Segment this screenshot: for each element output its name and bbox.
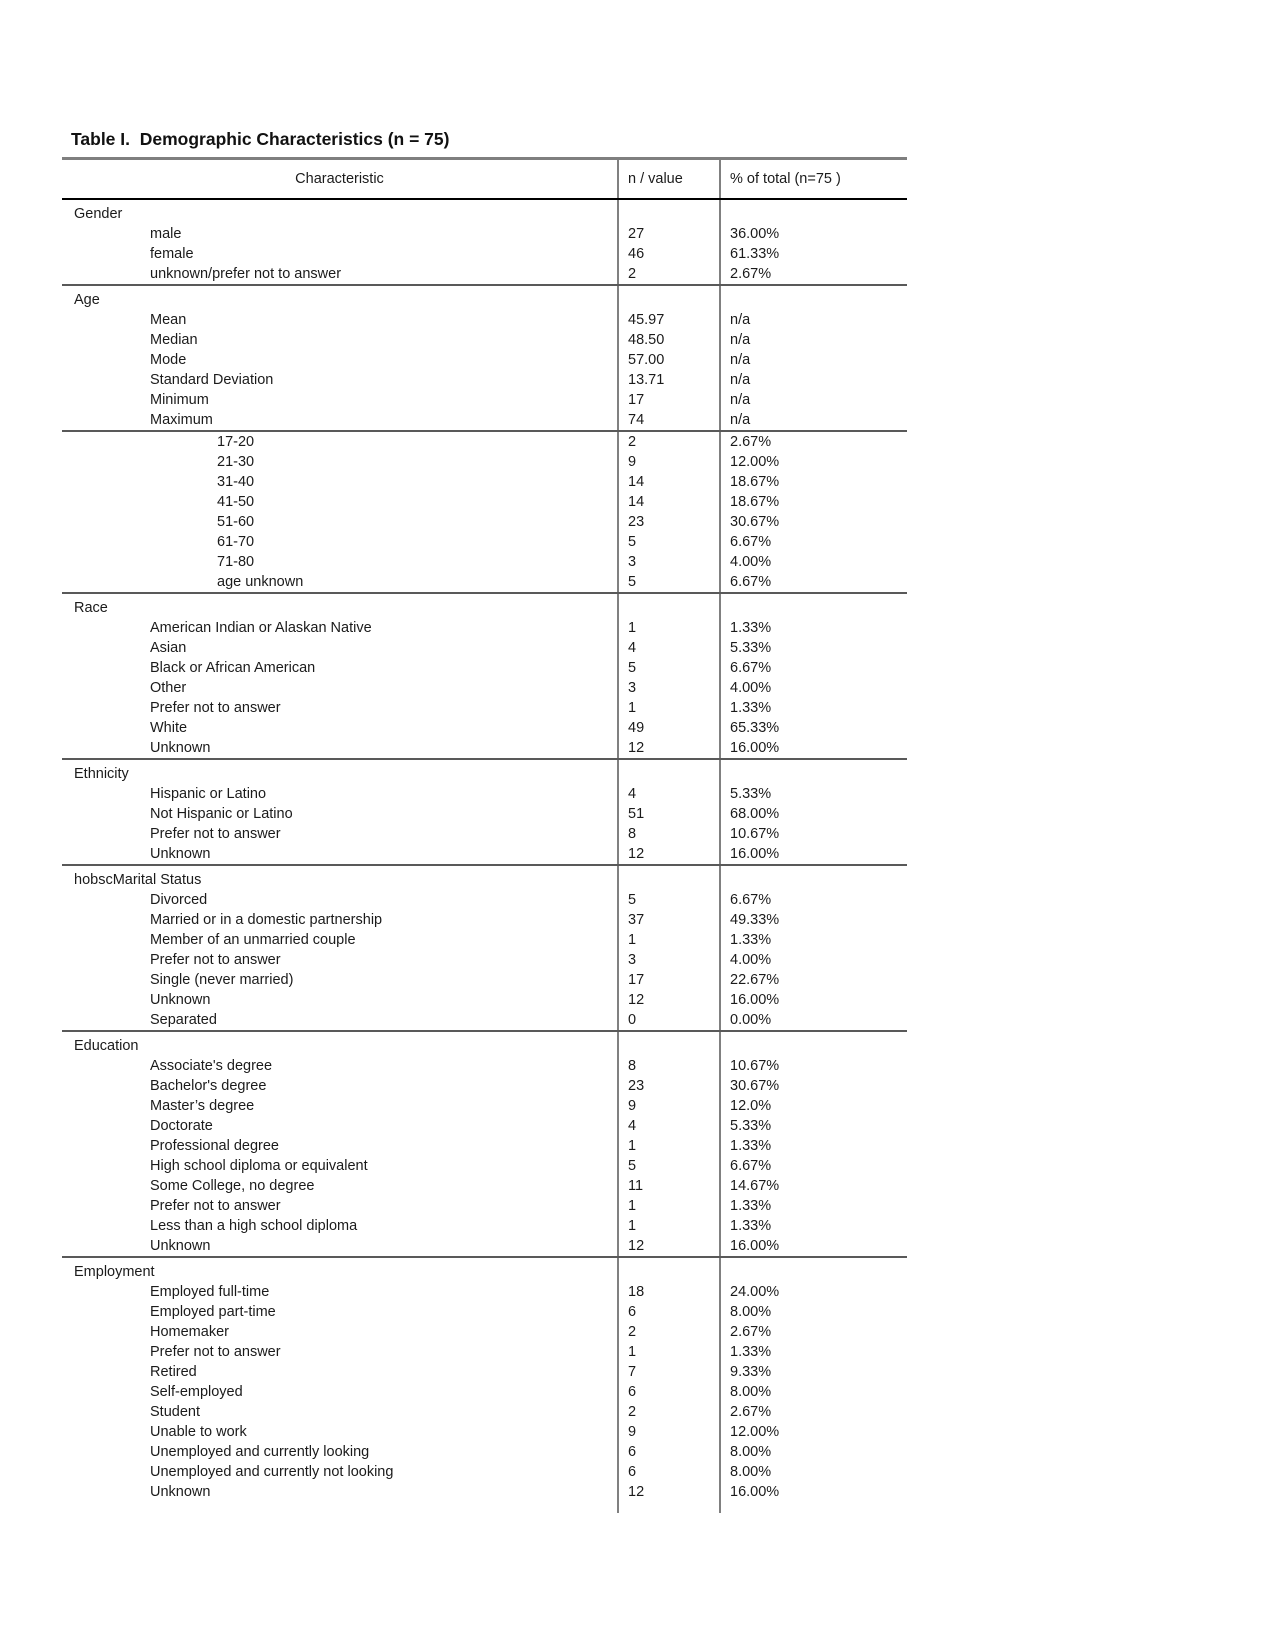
characteristic-cell: Unable to work bbox=[150, 1424, 247, 1440]
characteristic-cell: Standard Deviation bbox=[150, 372, 274, 388]
percent-cell: 36.00% bbox=[719, 224, 907, 244]
percent-cell: 8.00% bbox=[719, 1442, 907, 1462]
n-value-cell: 11 bbox=[617, 1176, 719, 1196]
table-row bbox=[62, 1402, 907, 1422]
percent-cell: 1.33% bbox=[719, 930, 907, 950]
table-row bbox=[62, 310, 907, 330]
percent-cell bbox=[719, 1502, 907, 1513]
n-value-cell: 51 bbox=[617, 804, 719, 824]
n-value-cell: 5 bbox=[617, 890, 719, 910]
n-value-cell: 17 bbox=[617, 970, 719, 990]
percent-cell: 8.00% bbox=[719, 1462, 907, 1482]
percent-cell: n/a bbox=[719, 370, 907, 390]
characteristic-cell: Minimum bbox=[150, 392, 209, 408]
characteristic-cell: Married or in a domestic partnership bbox=[150, 912, 383, 928]
n-value-cell: 6 bbox=[617, 1462, 719, 1482]
n-value-cell: 12 bbox=[617, 1236, 719, 1256]
n-value-cell: 45.97 bbox=[617, 310, 719, 330]
table-row bbox=[62, 1382, 907, 1402]
table-row bbox=[62, 1302, 907, 1322]
characteristic-cell: Asian bbox=[150, 640, 187, 656]
n-value-cell: 9 bbox=[617, 1422, 719, 1442]
percent-cell: 14.67% bbox=[719, 1176, 907, 1196]
table-row bbox=[62, 678, 907, 698]
table-body bbox=[62, 200, 907, 1513]
table-row bbox=[62, 350, 907, 370]
table-row bbox=[62, 950, 907, 970]
percent-cell: 8.00% bbox=[719, 1302, 907, 1322]
n-value-cell: 4 bbox=[617, 1116, 719, 1136]
characteristic-cell: 31-40 bbox=[217, 474, 255, 490]
characteristic-cell: Student bbox=[150, 1404, 200, 1420]
table-row bbox=[62, 264, 907, 284]
column-header-characteristic: Characteristic bbox=[295, 171, 384, 187]
table-row bbox=[62, 492, 907, 512]
characteristic-cell: Self-employed bbox=[150, 1384, 243, 1400]
percent-cell: 18.67% bbox=[719, 492, 907, 512]
percent-cell: 4.00% bbox=[719, 950, 907, 970]
characteristic-cell: Separated bbox=[150, 1012, 217, 1028]
table-row bbox=[62, 1422, 907, 1442]
percent-cell: 9.33% bbox=[719, 1362, 907, 1382]
table-row bbox=[62, 1010, 907, 1030]
table-bottom-stub bbox=[62, 1502, 907, 1513]
percent-cell: 49.33% bbox=[719, 910, 907, 930]
percent-cell bbox=[719, 760, 907, 784]
characteristic-cell: Unknown bbox=[150, 992, 211, 1008]
percent-cell: 5.33% bbox=[719, 784, 907, 804]
n-value-cell: 12 bbox=[617, 738, 719, 758]
characteristic-cell: Maximum bbox=[150, 412, 213, 428]
n-value-cell bbox=[617, 760, 719, 784]
n-value-cell bbox=[617, 594, 719, 618]
percent-cell: 16.00% bbox=[719, 738, 907, 758]
percent-cell: 1.33% bbox=[719, 618, 907, 638]
table-row bbox=[62, 1136, 907, 1156]
table-row bbox=[62, 718, 907, 738]
percent-cell: 1.33% bbox=[719, 1216, 907, 1236]
table-row bbox=[62, 552, 907, 572]
percent-cell: n/a bbox=[719, 350, 907, 370]
percent-cell: 1.33% bbox=[719, 698, 907, 718]
section-header-row bbox=[62, 200, 907, 224]
column-header-percent-of-total: % of total (n=75 ) bbox=[719, 160, 907, 198]
characteristic-cell: American Indian or Alaskan Native bbox=[150, 620, 372, 636]
n-value-cell: 3 bbox=[617, 678, 719, 698]
table-section bbox=[62, 1030, 907, 1256]
n-value-cell: 5 bbox=[617, 1156, 719, 1176]
table-row bbox=[62, 1342, 907, 1362]
percent-cell: 16.00% bbox=[719, 1236, 907, 1256]
table-row bbox=[62, 824, 907, 844]
percent-cell: 1.33% bbox=[719, 1136, 907, 1156]
n-value-cell: 74 bbox=[617, 410, 719, 430]
percent-cell: 16.00% bbox=[719, 1482, 907, 1502]
percent-cell: 6.67% bbox=[719, 532, 907, 552]
section-header-row bbox=[62, 1258, 907, 1282]
percent-cell: 12.0% bbox=[719, 1096, 907, 1116]
n-value-cell bbox=[617, 286, 719, 310]
table-row bbox=[62, 330, 907, 350]
n-value-cell: 23 bbox=[617, 512, 719, 532]
characteristic-cell: Unknown bbox=[150, 740, 211, 756]
n-value-cell: 14 bbox=[617, 472, 719, 492]
characteristic-cell: Not Hispanic or Latino bbox=[150, 806, 293, 822]
characteristic-cell: Black or African American bbox=[150, 660, 316, 676]
n-value-cell: 2 bbox=[617, 1402, 719, 1422]
table-row bbox=[62, 698, 907, 718]
characteristic-cell: Master’s degree bbox=[150, 1098, 255, 1114]
characteristic-cell: Unemployed and currently looking bbox=[150, 1444, 370, 1460]
percent-cell: 16.00% bbox=[719, 844, 907, 864]
characteristic-cell: Divorced bbox=[150, 892, 208, 908]
n-value-cell bbox=[617, 200, 719, 224]
section-header-row bbox=[62, 1032, 907, 1056]
n-value-cell: 3 bbox=[617, 552, 719, 572]
characteristic-cell: Race bbox=[74, 600, 108, 616]
percent-cell: 10.67% bbox=[719, 824, 907, 844]
n-value-cell: 6 bbox=[617, 1302, 719, 1322]
n-value-cell: 0 bbox=[617, 1010, 719, 1030]
characteristic-cell: Education bbox=[74, 1038, 139, 1054]
characteristic-cell: Less than a high school diploma bbox=[150, 1218, 358, 1234]
table-row bbox=[62, 1076, 907, 1096]
characteristic-cell: Some College, no degree bbox=[150, 1178, 315, 1194]
n-value-cell: 1 bbox=[617, 1216, 719, 1236]
characteristic-cell: Bachelor's degree bbox=[150, 1078, 267, 1094]
percent-cell: 24.00% bbox=[719, 1282, 907, 1302]
table-row bbox=[62, 804, 907, 824]
n-value-cell: 1 bbox=[617, 1196, 719, 1216]
characteristic-cell: unknown/prefer not to answer bbox=[150, 266, 342, 282]
section-header-row bbox=[62, 594, 907, 618]
page-title: Table I. Demographic Characteristics (n = 75) bbox=[71, 129, 450, 149]
percent-cell: 2.67% bbox=[719, 264, 907, 284]
characteristic-cell: Mean bbox=[150, 312, 187, 328]
table-row bbox=[62, 572, 907, 592]
n-value-cell: 1 bbox=[617, 1342, 719, 1362]
percent-cell: 22.67% bbox=[719, 970, 907, 990]
n-value-cell: 4 bbox=[617, 638, 719, 658]
characteristic-cell: male bbox=[150, 226, 182, 242]
table-row bbox=[62, 1322, 907, 1342]
percent-cell: 61.33% bbox=[719, 244, 907, 264]
n-value-cell: 1 bbox=[617, 930, 719, 950]
table-row bbox=[62, 1176, 907, 1196]
percent-cell: 8.00% bbox=[719, 1382, 907, 1402]
percent-cell bbox=[719, 1032, 907, 1056]
n-value-cell: 27 bbox=[617, 224, 719, 244]
table-row bbox=[62, 1236, 907, 1256]
characteristic-cell: Prefer not to answer bbox=[150, 952, 281, 968]
table-row bbox=[62, 512, 907, 532]
percent-cell: 4.00% bbox=[719, 552, 907, 572]
percent-cell: 1.33% bbox=[719, 1342, 907, 1362]
characteristic-cell: Homemaker bbox=[150, 1324, 229, 1340]
percent-cell: n/a bbox=[719, 330, 907, 350]
percent-cell: 5.33% bbox=[719, 638, 907, 658]
percent-cell: n/a bbox=[719, 410, 907, 430]
table-section bbox=[62, 592, 907, 758]
table-row bbox=[62, 472, 907, 492]
n-value-cell: 9 bbox=[617, 452, 719, 472]
n-value-cell: 23 bbox=[617, 1076, 719, 1096]
n-value-cell: 17 bbox=[617, 390, 719, 410]
characteristic-cell: hobscMarital Status bbox=[74, 872, 202, 888]
characteristic-cell: Median bbox=[150, 332, 198, 348]
percent-cell bbox=[719, 1258, 907, 1282]
percent-cell: 6.67% bbox=[719, 890, 907, 910]
table-row bbox=[62, 432, 907, 452]
n-value-cell: 2 bbox=[617, 264, 719, 284]
characteristic-cell: female bbox=[150, 246, 194, 262]
characteristic-cell: Doctorate bbox=[150, 1118, 213, 1134]
characteristic-cell: 41-50 bbox=[217, 494, 255, 510]
percent-cell: 12.00% bbox=[719, 1422, 907, 1442]
n-value-cell: 9 bbox=[617, 1096, 719, 1116]
percent-cell: n/a bbox=[719, 310, 907, 330]
table-section bbox=[62, 758, 907, 864]
table-row bbox=[62, 1282, 907, 1302]
percent-cell: 2.67% bbox=[719, 1402, 907, 1422]
table-row bbox=[62, 1362, 907, 1382]
characteristic-cell: Age bbox=[74, 292, 100, 308]
table-row bbox=[62, 844, 907, 864]
characteristic-cell: Prefer not to answer bbox=[150, 1198, 281, 1214]
n-value-cell: 7 bbox=[617, 1362, 719, 1382]
n-value-cell: 12 bbox=[617, 990, 719, 1010]
characteristic-cell: 71-80 bbox=[217, 554, 255, 570]
section-header-row bbox=[62, 866, 907, 890]
percent-cell: 12.00% bbox=[719, 452, 907, 472]
table-section bbox=[62, 200, 907, 284]
characteristic-cell: Ethnicity bbox=[74, 766, 129, 782]
table-row bbox=[62, 930, 907, 950]
characteristic-cell: Professional degree bbox=[150, 1138, 279, 1154]
characteristic-cell: Member of an unmarried couple bbox=[150, 932, 356, 948]
table-row bbox=[62, 1482, 907, 1502]
table-row bbox=[62, 244, 907, 264]
n-value-cell bbox=[617, 1258, 719, 1282]
table-row bbox=[62, 910, 907, 930]
table-row bbox=[62, 1156, 907, 1176]
percent-cell bbox=[719, 286, 907, 310]
table-section bbox=[62, 284, 907, 430]
n-value-cell: 1 bbox=[617, 698, 719, 718]
n-value-cell: 37 bbox=[617, 910, 719, 930]
percent-cell: 18.67% bbox=[719, 472, 907, 492]
percent-cell bbox=[719, 594, 907, 618]
percent-cell: 5.33% bbox=[719, 1116, 907, 1136]
characteristic-cell: Unemployed and currently not looking bbox=[150, 1464, 394, 1480]
characteristic-cell: Unknown bbox=[150, 1238, 211, 1254]
table-row bbox=[62, 738, 907, 758]
section-header-row bbox=[62, 286, 907, 310]
section-header-row bbox=[62, 760, 907, 784]
table-row bbox=[62, 990, 907, 1010]
n-value-cell: 46 bbox=[617, 244, 719, 264]
characteristic-cell: Unknown bbox=[150, 846, 211, 862]
percent-cell: n/a bbox=[719, 390, 907, 410]
percent-cell: 6.67% bbox=[719, 1156, 907, 1176]
percent-cell: 16.00% bbox=[719, 990, 907, 1010]
table-section bbox=[62, 430, 907, 592]
n-value-cell: 12 bbox=[617, 844, 719, 864]
percent-cell: 6.67% bbox=[719, 572, 907, 592]
n-value-cell: 14 bbox=[617, 492, 719, 512]
n-value-cell: 8 bbox=[617, 1056, 719, 1076]
table-row bbox=[62, 410, 907, 430]
characteristic-cell: age unknown bbox=[217, 574, 304, 590]
n-value-cell bbox=[617, 866, 719, 890]
n-value-cell: 4 bbox=[617, 784, 719, 804]
table-row bbox=[62, 1196, 907, 1216]
table-row bbox=[62, 658, 907, 678]
characteristic-cell: Associate's degree bbox=[150, 1058, 273, 1074]
n-value-cell: 12 bbox=[617, 1482, 719, 1502]
characteristic-cell: Other bbox=[150, 680, 187, 696]
characteristic-cell: Retired bbox=[150, 1364, 197, 1380]
table-section bbox=[62, 1256, 907, 1502]
table-row bbox=[62, 452, 907, 472]
table-row bbox=[62, 390, 907, 410]
n-value-cell: 18 bbox=[617, 1282, 719, 1302]
percent-cell bbox=[719, 200, 907, 224]
table-row bbox=[62, 532, 907, 552]
n-value-cell: 8 bbox=[617, 824, 719, 844]
n-value-cell: 57.00 bbox=[617, 350, 719, 370]
characteristic-cell: Prefer not to answer bbox=[150, 826, 281, 842]
percent-cell: 6.67% bbox=[719, 658, 907, 678]
table-section bbox=[62, 864, 907, 1030]
percent-cell: 68.00% bbox=[719, 804, 907, 824]
characteristic-cell: Mode bbox=[150, 352, 187, 368]
table-row bbox=[62, 1116, 907, 1136]
percent-cell: 1.33% bbox=[719, 1196, 907, 1216]
characteristic-cell: Hispanic or Latino bbox=[150, 786, 267, 802]
table-row bbox=[62, 1216, 907, 1236]
table-row bbox=[62, 1442, 907, 1462]
percent-cell: 2.67% bbox=[719, 432, 907, 452]
table-row bbox=[62, 638, 907, 658]
characteristic-cell: 51-60 bbox=[217, 514, 255, 530]
characteristic-cell: Employed part-time bbox=[150, 1304, 276, 1320]
percent-cell: 2.67% bbox=[719, 1322, 907, 1342]
characteristic-cell: 61-70 bbox=[217, 534, 255, 550]
table-row bbox=[62, 1462, 907, 1482]
n-value-cell: 1 bbox=[617, 1136, 719, 1156]
characteristic-cell: Prefer not to answer bbox=[150, 700, 281, 716]
n-value-cell: 5 bbox=[617, 572, 719, 592]
characteristic-cell: 21-30 bbox=[217, 454, 255, 470]
percent-cell: 0.00% bbox=[719, 1010, 907, 1030]
percent-cell: 65.33% bbox=[719, 718, 907, 738]
table-row bbox=[62, 970, 907, 990]
n-value-cell: 1 bbox=[617, 618, 719, 638]
n-value-cell: 5 bbox=[617, 658, 719, 678]
table-header-row bbox=[62, 160, 907, 200]
percent-cell bbox=[719, 866, 907, 890]
column-header-n-value: n / value bbox=[617, 160, 719, 198]
n-value-cell: 2 bbox=[617, 1322, 719, 1342]
characteristic-cell: Prefer not to answer bbox=[150, 1344, 281, 1360]
characteristic-cell: White bbox=[150, 720, 188, 736]
characteristic-cell: High school diploma or equivalent bbox=[150, 1158, 368, 1174]
n-value-cell: 3 bbox=[617, 950, 719, 970]
percent-cell: 30.67% bbox=[719, 1076, 907, 1096]
characteristic-cell bbox=[62, 1502, 617, 1513]
n-value-cell: 6 bbox=[617, 1442, 719, 1462]
n-value-cell bbox=[617, 1502, 719, 1513]
n-value-cell: 13.71 bbox=[617, 370, 719, 390]
n-value-cell: 5 bbox=[617, 532, 719, 552]
table-row bbox=[62, 890, 907, 910]
percent-cell: 30.67% bbox=[719, 512, 907, 532]
characteristic-cell: Unknown bbox=[150, 1484, 211, 1500]
demographics-table bbox=[62, 157, 907, 1513]
n-value-cell: 2 bbox=[617, 432, 719, 452]
characteristic-cell: Gender bbox=[74, 206, 123, 222]
table-row bbox=[62, 370, 907, 390]
n-value-cell: 49 bbox=[617, 718, 719, 738]
characteristic-cell: Single (never married) bbox=[150, 972, 294, 988]
n-value-cell bbox=[617, 1032, 719, 1056]
n-value-cell: 6 bbox=[617, 1382, 719, 1402]
percent-cell: 10.67% bbox=[719, 1056, 907, 1076]
percent-cell: 4.00% bbox=[719, 678, 907, 698]
characteristic-cell: Employed full-time bbox=[150, 1284, 270, 1300]
table-row bbox=[62, 784, 907, 804]
n-value-cell: 48.50 bbox=[617, 330, 719, 350]
table-row bbox=[62, 1056, 907, 1076]
table-row bbox=[62, 224, 907, 244]
characteristic-cell: Employment bbox=[74, 1264, 155, 1280]
characteristic-cell: 17-20 bbox=[217, 434, 255, 450]
table-row bbox=[62, 618, 907, 638]
table-row bbox=[62, 1096, 907, 1116]
